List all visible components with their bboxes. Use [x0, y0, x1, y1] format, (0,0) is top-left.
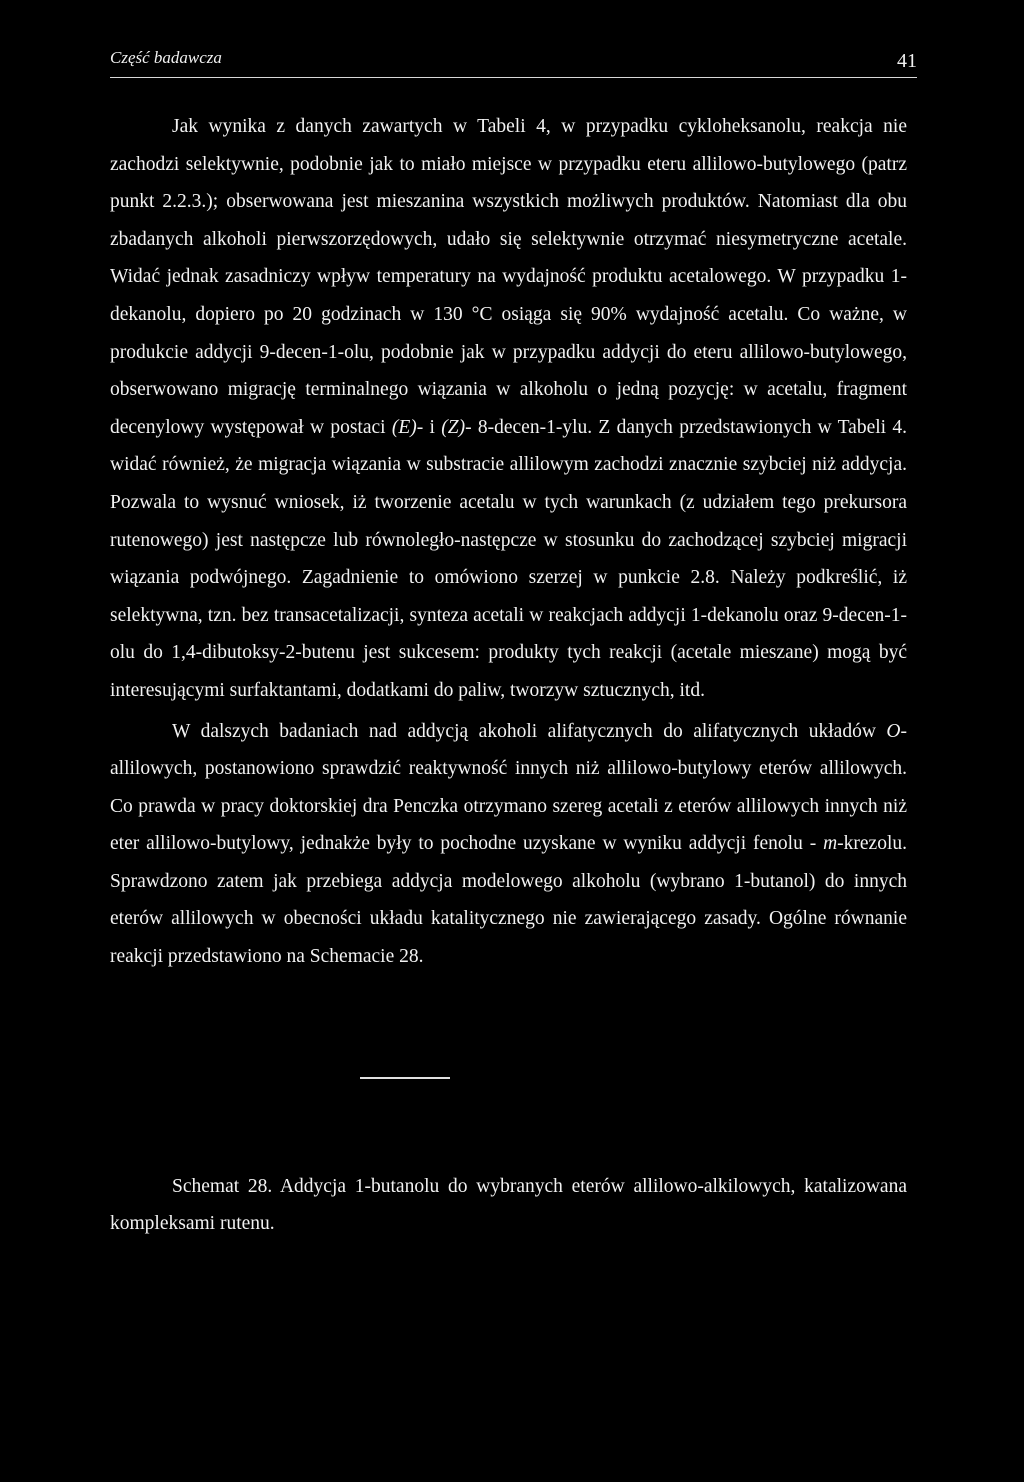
page-number: 41	[897, 50, 917, 72]
m-prefix: m	[823, 833, 838, 855]
page-header	[110, 48, 917, 74]
header-rule	[110, 77, 917, 78]
e-isomer-label: (E)-	[391, 416, 424, 438]
scheme-placeholder-rule	[360, 1077, 450, 1079]
o-prefix: O-	[886, 720, 907, 742]
paragraph-2-part-3: -krezolu. Sprawdzono zatem jak przebiega addycja modelowego alkoholu (wybrano 1-butanol) do innych eterów allilowych w obecności układu katalitycznego nie zawierającego zasady. Ogólne równanie reakcji przedstawiono na Schemacie 28.	[110, 833, 907, 968]
paragraph-2-part-1: W dalszych badaniach nad addycją akoholi alifatycznych do alifatycznych układów	[172, 720, 887, 742]
paragraph-1-part-3: 8-decen-1-ylu. Z danych przedstawionych w Tabeli 4. widać również, że migracja wiązania w substracie allilowym zachodzi znacznie szybciej niż addycja. Pozwala to wysnuć wniosek, iż tworzenie acetalu w tych warunkach (z udziałem tego prekursora rutenowego) jest następcze lub równoległo-następcze w stosunku do zachodzącej szybciej migracji wiązania podwójnego. Zagadnienie to omówiono szerzej w punkcie 2.8. Należy podkreślić, iż selektywna, tzn. bez transacetalizacji, synteza acetali w reakcjach addycji 1-dekanolu oraz 9-decen-1-olu do 1,4-dibutoksy-2-butenu jest sukcesem: produkty tych reakcji (acetale mieszane) mogą być interesującymi surfaktantami, dodatkami do paliw, tworzyw sztucznych, itd.	[110, 416, 907, 701]
z-isomer-label: (Z)-	[441, 416, 472, 438]
paragraph-2	[110, 713, 907, 976]
scheme-caption: Schemat 28. Addycja 1-butanolu do wybranych eterów allilowo-alkilowych, katalizowana kompleksami rutenu.	[110, 1175, 907, 1235]
paragraph-2-part-2: allilowych, postanowiono sprawdzić reaktywność innych niż allilowo-butylowy eterów allilowych. Co prawda w pracy doktorskiej dra Penczka otrzymano szereg acetali z eterów allilowych innych niż eter allilowo-butylowy, jednakże były to pochodne uzyskane w wyniku addycji fenolu -	[110, 758, 907, 855]
paragraph-1-part-1: Jak wynika z danych zawartych w Tabeli 4, w przypadku cykloheksanolu, reakcja nie zachodzi selektywnie, podobnie jak to miało miejsce w przypadku eteru allilowo-butylowego (patrz punkt 2.2.3.); obserwowana jest mieszanina wszystkich możliwych produktów. Natomiast dla obu zbadanych alkoholi pierwszorzędowych, udało się selektywnie otrzymać niesymetryczne acetale. Widać jednak zasadniczy wpływ temperatury na wydajność produktu acetalowego. W przypadku 1-dekanolu, dopiero po 20 godzinach w 130 °C osiąga się 90% wydajność acetalu. Co ważne, w produkcie addycji 9-decen-1-olu, podobnie jak w przypadku addycji do eteru allilowo-butylowego, obserwowano migrację terminalnego wiązania w alkoholu o jedną pozycję: w acetalu, fragment decenylowy występował w postaci	[110, 116, 907, 438]
body-text	[110, 108, 907, 979]
section-title: Część badawcza	[110, 48, 222, 67]
paragraph-1-part-2: i	[423, 416, 442, 438]
paragraph-1	[110, 108, 907, 710]
